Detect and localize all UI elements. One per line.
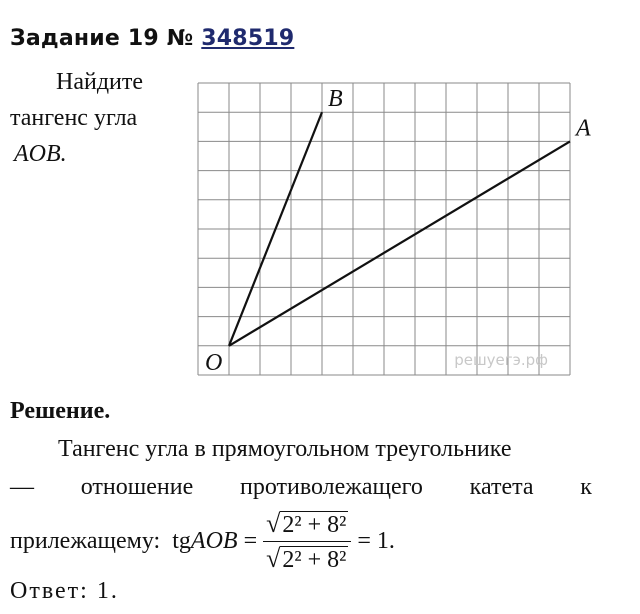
answer: Ответ: 1. bbox=[10, 578, 119, 604]
formula-fraction bbox=[263, 509, 351, 574]
fraction-bar bbox=[263, 541, 351, 542]
task-label: Задание 19 № bbox=[10, 26, 194, 51]
point-label-o: O bbox=[205, 349, 223, 376]
point-label-b: B bbox=[328, 86, 343, 113]
problem-statement bbox=[10, 64, 170, 172]
solution-prefix: прилежащему: bbox=[10, 527, 161, 554]
solution-line-1: Тангенс угла в прямоугольном треугольнике bbox=[58, 436, 512, 462]
point-labels bbox=[205, 86, 591, 376]
solution-line-2 bbox=[10, 474, 592, 501]
denominator-radicand: 2² + 8² bbox=[282, 546, 347, 573]
fraction-numerator: √2² + 8² bbox=[266, 508, 347, 538]
solution-word: к bbox=[580, 474, 592, 500]
task-header bbox=[10, 26, 294, 51]
fraction-denominator: √2² + 8² bbox=[266, 543, 347, 573]
formula-angle: AOB bbox=[190, 527, 238, 554]
watermark: решуегэ.рф bbox=[454, 351, 548, 369]
task-number-link[interactable]: 348519 bbox=[201, 26, 295, 51]
problem-line-3: AOB. bbox=[14, 141, 67, 167]
formula-result: = 1. bbox=[357, 527, 395, 554]
solution-word: отношение bbox=[80, 474, 194, 500]
grid-figure bbox=[190, 80, 591, 380]
point-label-a: A bbox=[576, 115, 591, 142]
problem-line-2: тангенс угла bbox=[10, 105, 138, 131]
solution-word: — bbox=[10, 474, 34, 500]
solution-title: Решение. bbox=[10, 398, 111, 424]
formula-eq: = bbox=[243, 527, 258, 554]
segment-o-a bbox=[229, 141, 570, 345]
problem-line-1: Найдите bbox=[56, 69, 144, 95]
formula-lhs: tg bbox=[172, 527, 191, 554]
numerator-radicand: 2² + 8² bbox=[282, 511, 347, 538]
solution-word: катета bbox=[469, 474, 534, 500]
solution-line-3 bbox=[10, 506, 395, 576]
solution-word: противолежащего bbox=[239, 474, 423, 500]
